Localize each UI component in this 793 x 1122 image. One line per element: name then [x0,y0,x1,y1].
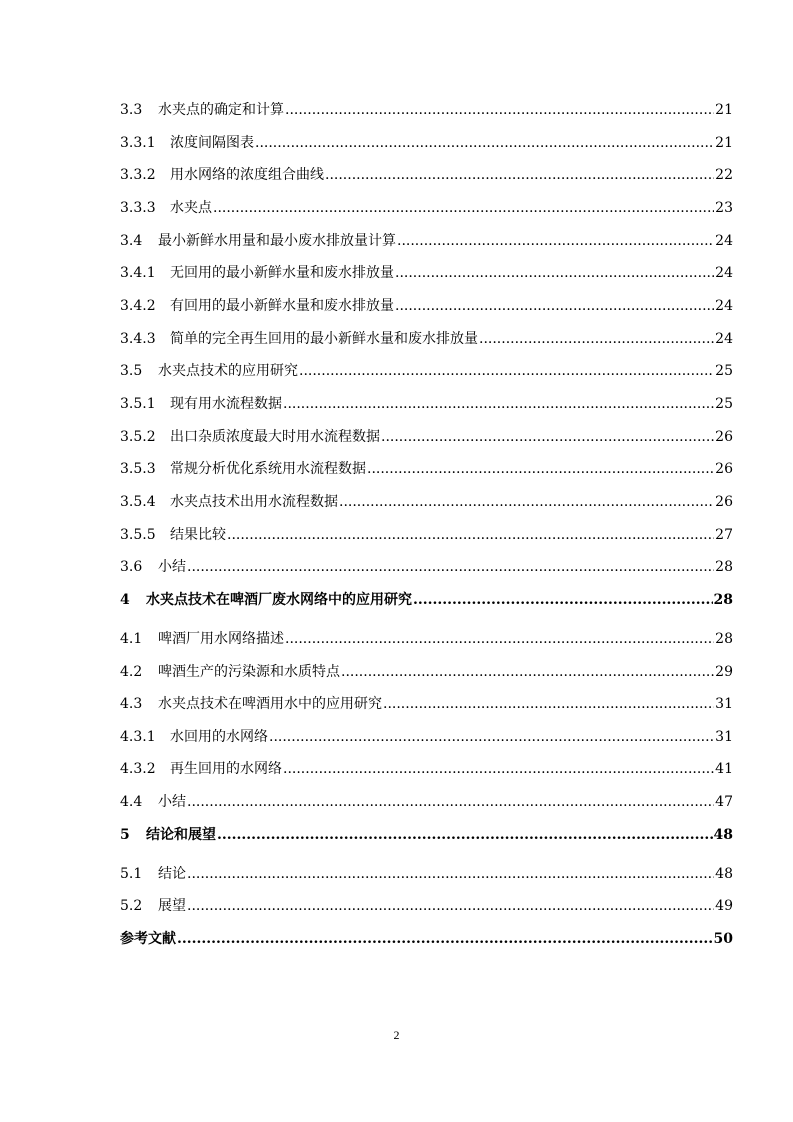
dot-leader [187,896,714,916]
toc-entry-number: 3.5.5 [120,526,156,543]
toc-entry-page: 24 [715,265,733,282]
toc-entry[interactable] [120,759,733,779]
toc-entry-page: 21 [715,102,733,118]
page-number: 2 [393,1028,400,1042]
toc-entry-number: 4 [120,591,130,608]
toc-entry[interactable] [120,361,733,381]
toc-entry[interactable] [120,165,733,185]
toc-entry-title: 水回用的水网络 [170,728,268,745]
dot-leader [413,590,713,610]
toc-entry[interactable] [120,557,733,577]
toc-entry-page: 31 [715,728,733,745]
dot-leader [367,459,714,479]
toc-entry-title: 水夹点的确定和计算 [158,102,284,118]
dot-leader [217,825,713,845]
toc-entry-page: 25 [715,363,733,380]
toc-entry-number: 3.5.2 [120,428,156,445]
toc-entry-number: 3.4.1 [120,265,156,282]
toc-entry-title: 简单的完全再生回用的最小新鲜水量和废水排放量 [170,330,478,347]
dot-leader [285,100,714,120]
toc-entry-page: 48 [715,865,733,882]
toc-entry[interactable] [120,198,733,218]
toc-entry-title: 小结 [158,559,186,576]
toc-entry[interactable] [120,896,733,916]
toc-entry-page: 26 [715,493,733,510]
toc-entry-number: 3.4.3 [120,330,156,347]
toc-entry-number: 3.6 [120,559,143,576]
table-of-contents [120,100,733,968]
toc-entry-title: 浓度间隔图表 [170,134,254,151]
toc-entry-number: 5 [120,826,130,843]
toc-entry-title: 水夹点技术的应用研究 [158,363,298,380]
dot-leader [383,694,714,714]
toc-entry-number: 3.3.1 [120,134,156,151]
dot-leader [395,296,714,316]
toc-entry-title: 出口杂质浓度最大时用水流程数据 [170,428,380,445]
toc-entry-page: 28 [713,591,733,608]
toc-entry[interactable] [120,492,733,512]
toc-entry-page: 24 [715,330,733,347]
toc-entry-title: 水夹点 [170,199,212,216]
toc-entry-title: 啤酒厂用水网络描述 [158,630,284,647]
toc-entry-number: 3.4 [120,232,143,249]
toc-chapter-entry[interactable] [120,825,733,845]
toc-entry-title: 现有用水流程数据 [170,395,282,412]
toc-entry[interactable] [120,296,733,316]
toc-entry-number: 4.3.2 [120,761,156,778]
toc-entry-page: 28 [715,630,733,647]
toc-entry-title: 最小新鲜水用量和最小废水排放量计算 [158,232,396,249]
toc-entry[interactable] [120,329,733,349]
toc-entry-title: 再生回用的水网络 [170,761,282,778]
toc-entry-title: 小结 [158,794,186,811]
dot-leader [187,557,714,577]
toc-entry[interactable] [120,133,733,153]
toc-entry[interactable] [120,694,733,714]
toc-entry-number: 3.5 [120,363,143,380]
toc-entry[interactable] [120,394,733,414]
dot-leader [187,792,714,812]
dot-leader [381,427,714,447]
toc-entry-number: 5.1 [120,865,143,882]
toc-entry-title: 结论 [158,865,186,882]
toc-entry-page: 41 [715,761,733,778]
dot-leader [341,662,714,682]
toc-entry[interactable] [120,864,733,884]
dot-leader [283,394,714,414]
toc-chapter-entry[interactable] [120,929,733,949]
toc-entry-page: 26 [715,428,733,445]
toc-entry[interactable] [120,727,733,747]
dot-leader [479,329,714,349]
toc-entry-page: 26 [715,461,733,478]
toc-entry-number: 5.2 [120,898,143,915]
toc-entry-number: 4.3 [120,696,143,713]
toc-entry-page: 21 [715,134,733,151]
toc-entry-page: 23 [715,199,733,216]
toc-entry-page: 25 [715,395,733,412]
toc-entry-page: 24 [715,232,733,249]
toc-entry-title: 用水网络的浓度组合曲线 [170,167,324,184]
toc-entry-title: 常规分析优化系统用水流程数据 [170,461,366,478]
dot-leader [339,492,714,512]
dot-leader [213,198,714,218]
toc-entry-title: 水夹点技术在啤酒厂废水网络中的应用研究 [146,591,412,608]
toc-entry-page: 22 [715,167,733,184]
toc-entry-page: 48 [713,826,733,843]
toc-entry-number: 3.4.2 [120,297,156,314]
toc-entry-title: 展望 [158,898,186,915]
toc-entry-page: 47 [715,794,733,811]
toc-entry-number: 3.3.2 [120,167,156,184]
toc-entry[interactable] [120,100,733,120]
toc-entry-number: 3.3 [120,102,143,118]
dot-leader [397,231,714,251]
toc-entry-number: 4.2 [120,663,143,680]
dot-leader [325,165,714,185]
toc-entry-title: 有回用的最小新鲜水量和废水排放量 [170,297,394,314]
toc-entry-title: 水夹点技术在啤酒用水中的应用研究 [158,696,382,713]
dot-leader [177,929,713,949]
toc-entry-number: 4.3.1 [120,728,156,745]
dot-leader [255,133,714,153]
toc-entry-page: 31 [715,696,733,713]
toc-entry-number: 3.5.3 [120,461,156,478]
toc-entry[interactable] [120,459,733,479]
toc-entry[interactable] [120,629,733,649]
toc-entry[interactable] [120,231,733,251]
toc-entry-number: 4.4 [120,794,143,811]
toc-entry-title: 结果比较 [170,526,226,543]
dot-leader [395,263,714,283]
toc-entry-number: 4.1 [120,630,143,647]
dot-leader [187,864,714,884]
toc-entry-page: 28 [715,559,733,576]
toc-entry-page: 27 [715,526,733,543]
toc-entry[interactable] [120,427,733,447]
toc-entry-page: 29 [715,663,733,680]
toc-entry-number: 3.3.3 [120,199,156,216]
dot-leader [299,361,714,381]
dot-leader [269,727,714,747]
dot-leader [227,525,714,545]
toc-entry-page: 49 [715,898,733,915]
toc-entry-title: 参考文献 [120,931,176,948]
dot-leader [285,629,714,649]
toc-entry[interactable] [120,792,733,812]
toc-entry-title: 啤酒生产的污染源和水质特点 [158,663,340,680]
toc-entry-page: 24 [715,297,733,314]
toc-entry-number: 3.5.1 [120,395,156,412]
toc-chapter-entry[interactable] [120,590,733,610]
toc-entry-title: 结论和展望 [146,826,216,843]
toc-entry[interactable] [120,525,733,545]
toc-entry-title: 水夹点技术出用水流程数据 [170,493,338,510]
dot-leader [283,759,714,779]
toc-entry[interactable] [120,662,733,682]
toc-entry-page: 50 [713,931,733,948]
toc-entry-title: 无回用的最小新鲜水量和废水排放量 [170,265,394,282]
toc-entry[interactable] [120,263,733,283]
toc-entry-number: 3.5.4 [120,493,156,510]
